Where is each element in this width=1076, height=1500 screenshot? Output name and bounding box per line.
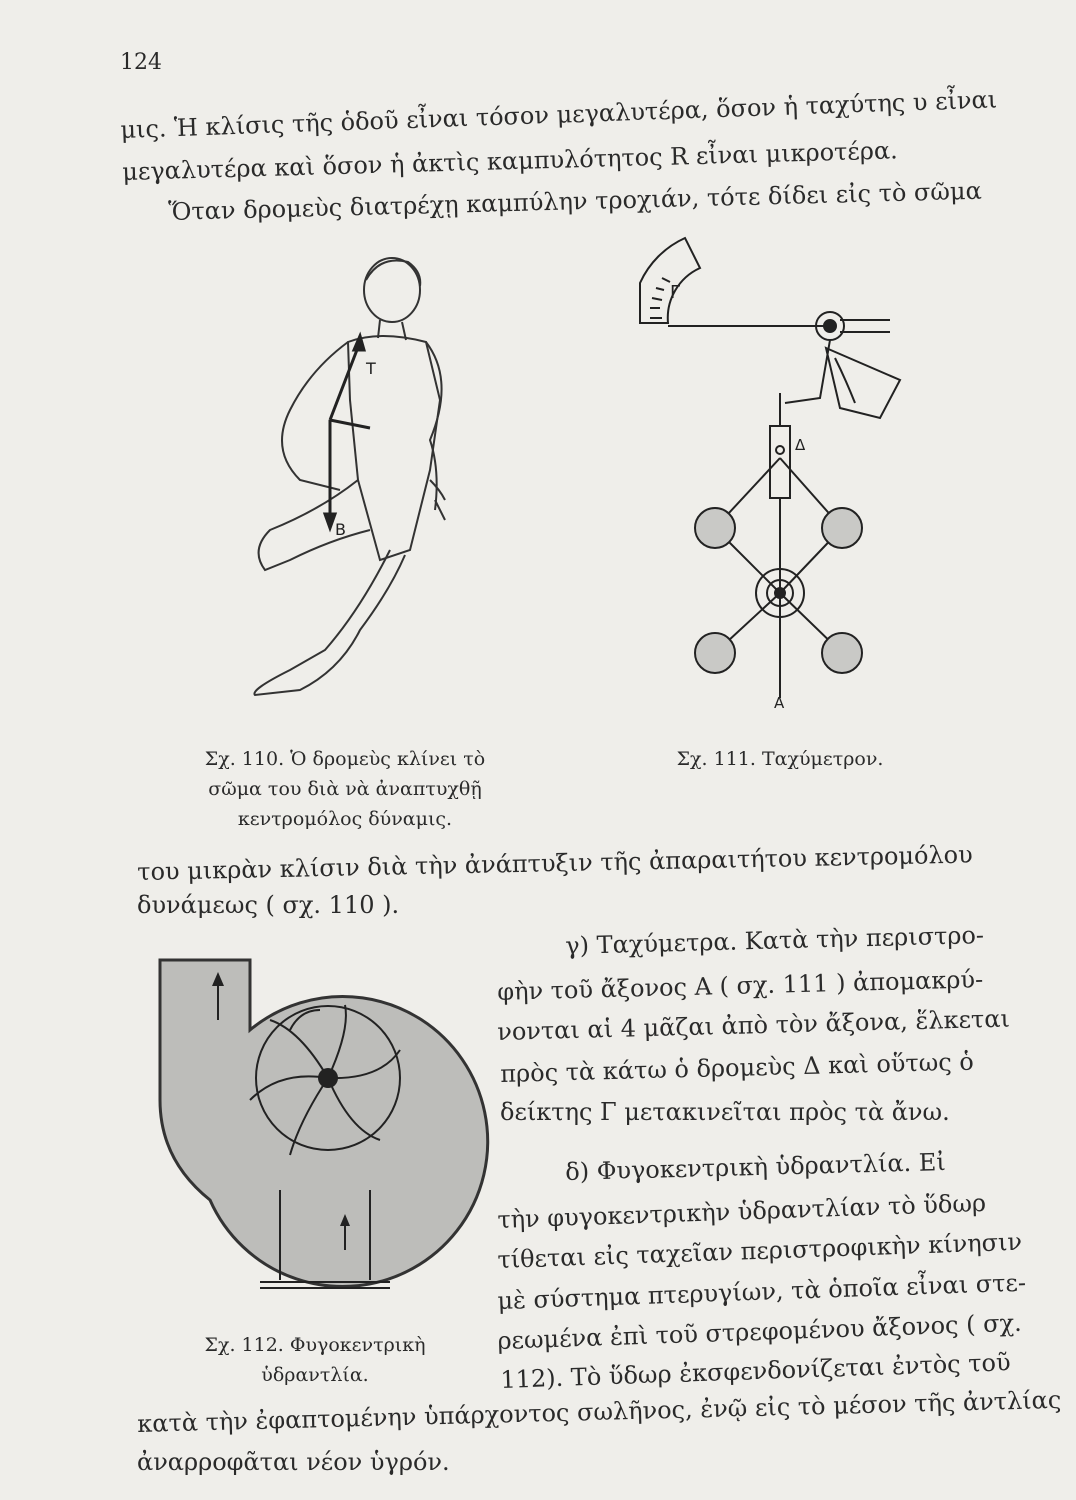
- caption-line: ὑδραντλία.: [261, 1364, 369, 1386]
- label-alpha: Α: [774, 694, 785, 710]
- body-line: κατὰ τὴν ἐφαπτομένην ὑπάρχοντος σωλῆνος, ἐνῷ εἰς τὸ μέσον τῆς ἀντλίας: [136, 1385, 1062, 1438]
- tachometer-figure: [630, 228, 930, 710]
- pump-figure: [150, 950, 490, 1300]
- body-line: 112). Τὸ ὕδωρ ἐκσφενδονίζεται ἐντὸς τοῦ: [499, 1348, 1012, 1394]
- section-d-heading: δ) Φυγοκεντρικὴ ὑδραντλία. Εἰ: [564, 1148, 947, 1186]
- force-label-b: Β: [335, 520, 346, 539]
- body-line: μὲ σύστημα πτερυγίων, τὰ ὁποῖα εἶναι στε-: [496, 1268, 1027, 1315]
- body-line: πρὸς τὰ κάτω ὁ δρομεὺς Δ καὶ οὕτως ὁ: [499, 1047, 975, 1088]
- body-line: δυνάμεως ( σχ. 110 ).: [137, 891, 400, 919]
- body-line: ρεωμένα ἐπὶ τοῦ στρεφομένου ἄξονος ( σχ.: [496, 1308, 1023, 1355]
- caption-line: Σχ. 110. Ὁ δρομεὺς κλίνει τὸ: [204, 748, 486, 770]
- body-line: τὴν φυγοκεντρικὴν ὑδραντλίαν τὸ ὕδωρ: [496, 1188, 987, 1234]
- body-line: μις. Ἡ κλίσις τῆς ὁδοῦ εἶναι τόσον μεγαλυτέρα, ὅσον ἡ ταχύτης υ εἶναι: [119, 85, 998, 144]
- body-line: δείκτης Γ μετακινεῖται πρὸς τὰ ἄνω.: [500, 1098, 950, 1126]
- page-number: 124: [120, 50, 162, 75]
- label-gamma: Γ: [670, 282, 681, 303]
- fig110-caption: [190, 744, 500, 834]
- body-line: τίθεται εἰς ταχεῖαν περιστροφικὴν κίνησιν: [496, 1227, 1023, 1274]
- caption-line: κεντρομόλος δύναμις.: [237, 808, 453, 830]
- caption-line: σῶμα του διὰ νὰ ἀναπτυχθῇ: [208, 778, 482, 800]
- caption-line: Σχ. 112. Φυγοκεντρικὴ: [204, 1334, 426, 1356]
- body-line: ἀναρροφᾶται νέον ὑγρόν.: [137, 1448, 450, 1476]
- body-line: του μικρὰν κλίσιν διὰ τὴν ἀνάπτυξιν τῆς ἀπαραιτήτου κεντρομόλου: [136, 840, 973, 886]
- body-line: νονται αἱ 4 μᾶζαι ἀπὸ τὸν ἄξονα, ἕλκεται: [496, 1004, 1011, 1046]
- fig112-caption: [170, 1330, 460, 1390]
- body-line: μεγαλυτέρα καὶ ὅσον ἡ ἀκτὶς καμπυλότητος R εἶναι μικροτέρα.: [121, 136, 899, 186]
- label-delta: Δ: [795, 436, 806, 454]
- fig111-caption: Σχ. 111. Ταχύμετρον.: [676, 748, 884, 770]
- force-label-t: Τ: [366, 359, 376, 378]
- runner-figure: [230, 250, 500, 720]
- body-line: Ὅταν δρομεὺς διατρέχῃ καμπύλην τροχιάν, τότε δίδει εἰς τὸ σῶμα: [167, 176, 983, 226]
- section-g-heading: γ) Ταχύμετρα. Κατὰ τὴν περιστρο-: [564, 921, 985, 960]
- body-line: φὴν τοῦ ἄξονος Α ( σχ. 111 ) ἀπομακρύ-: [496, 965, 984, 1006]
